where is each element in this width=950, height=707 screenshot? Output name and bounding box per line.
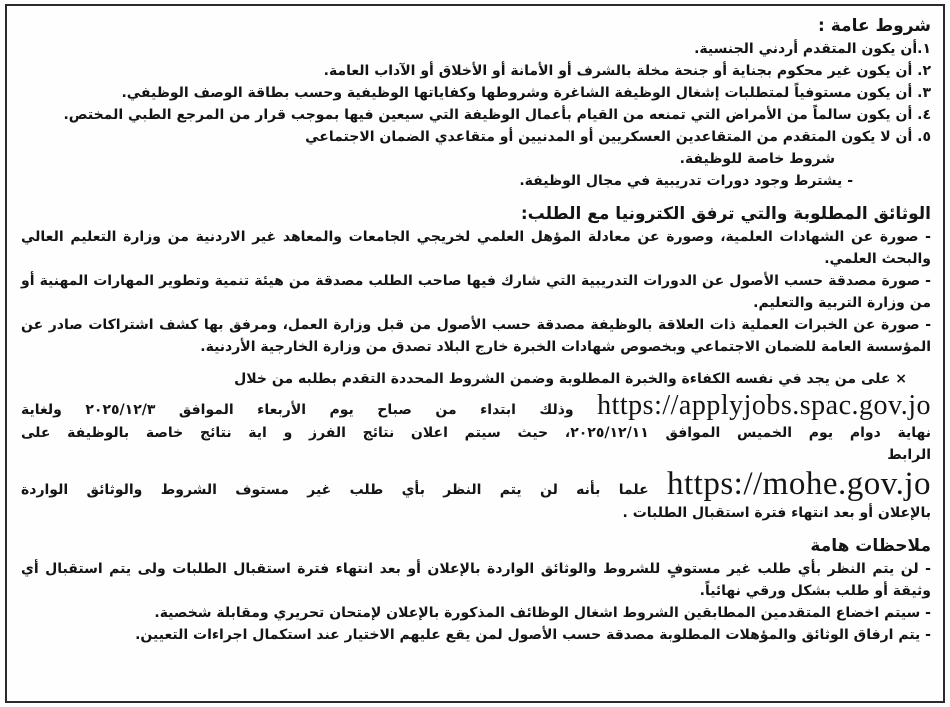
mohe-url: https://mohe.gov.jo <box>666 466 932 502</box>
document-item-2: - صورة مصدقة حسب الأصول عن الدورات التدريبية التي شارك فيها صاحب الطلب مصدقة من هيئة تنمية وتطوير المهارات المهنية أو من وزارة التربية والتعليم. <box>21 273 931 311</box>
condition-item-3: ٣. أن يكون مستوفياً لمتطلبات إشغال الوظيفة الشاغرة وشروطها وكفاياتها الوظيفية وحسب بطاقة الوصف الوظيفي. <box>121 85 931 101</box>
applyjobs-url: https://applyjobs.spac.gov.jo <box>597 390 931 421</box>
note-item-1: - لن يتم النظر بأي طلب غير مستوفٍ للشروط والوثائق الواردة بالإعلان أو بعد انتهاء فترة استقبال الطلبات ولى يتم استقبال أي وثيقة أو طلب بشكل ورقي نهائياً. <box>21 561 931 599</box>
document-item-1: - صورة عن الشهادات العلمية، وصورة عن معادلة المؤهل العلمي لخريجي الجامعات والمعاهد غير الاردنية من وزارة التعليم العالي والبحث العلمي. <box>21 229 931 267</box>
special-conditions-subheading: شروط خاصة للوظيفة. <box>679 151 835 167</box>
application-intro-line: × على من يجد في نفسه الكفاءة والخبرة المطلوبة وضمن الشروط المحددة التقدم بطلبه من خلال <box>234 371 907 387</box>
section-important-notes <box>21 534 931 646</box>
application-url-line-1 <box>21 390 931 422</box>
required-documents-heading: الوثائق المطلوبة والتي ترفق الكترونيا مع الطلب: <box>520 204 931 224</box>
important-notes-heading: ملاحظات هامة <box>810 536 931 556</box>
section-general-conditions <box>21 14 931 192</box>
condition-item-2: ٢. أن يكون غير محكوم بجناية أو جنحة مخلة بالشرف أو الأمانة أو الأخلاق أو الآداب العامة. <box>323 63 931 79</box>
application-link-word: الرابط <box>887 447 931 463</box>
note-item-3: - يتم ارفاق الوثائق والمؤهلات المطلوبة مصدقة حسب الأصول لمن يقع عليهم الاختيار عند استكمال اجراءات التعيين. <box>135 627 931 643</box>
condition-item-4: ٤. أن يكون سالماً من الأمراض التي تمنعه من القيام بأعمال الوظيفة التي سيعين فيها بموجب قرار من المرجع الطبي المختص. <box>63 107 931 123</box>
application-dates-start: وذلك ابتداء من صباح يوم الأربعاء الموافق ٢٠٢٥/١٢/٣ ولغاية <box>21 402 574 418</box>
condition-item-1: ١.أن يكون المتقدم أردني الجنسية. <box>694 41 931 57</box>
application-dates-end-line: نهاية دوام يوم الخميس الموافق ٢٠٢٥/١٢/١١، حيث سيتم اعلان نتائج الفرز و اية نتائج خاصة بالوظيفة على <box>21 425 931 441</box>
document-item-3: - صورة عن الخبرات العملية ذات العلاقة بالوظيفة مصدقة حسب الأصول من قبل وزارة العمل، ومرفق بها كشف اشتراكات صادر عن المؤسسة العامة للضمان الاجتماعي وبخصوص شهادات الخبرة خارج البلاد تصدق من وزارة الخارجية الأردنية. <box>21 317 931 355</box>
special-condition-item: - يشترط وجود دورات تدريبية في مجال الوظيفة. <box>519 173 853 189</box>
application-disclaimer-end: بالإعلان أو بعد انتهاء فترة استقبال الطلبات . <box>622 505 931 521</box>
document-frame <box>5 4 945 703</box>
section-application-instructions <box>21 368 931 524</box>
application-url-line-2 <box>21 466 931 502</box>
condition-item-5: ٥. أن لا يكون المتقدم من المتقاعدين العسكريين أو المدنيين أو متقاعدي الضمان الاجتماعي <box>305 129 931 145</box>
application-disclaimer: علما بأنه لن يتم النظر بأي طلب غير مستوف الشروط والوثائق الواردة <box>21 482 649 498</box>
section-required-documents <box>21 202 931 358</box>
general-conditions-heading: شروط عامة : <box>818 16 931 36</box>
note-item-2: - سيتم اخضاع المتقدمين المطابقين الشروط اشغال الوظائف المذكورة بالإعلان لإمتحان تحريري ومقابلة شخصية. <box>154 605 931 621</box>
